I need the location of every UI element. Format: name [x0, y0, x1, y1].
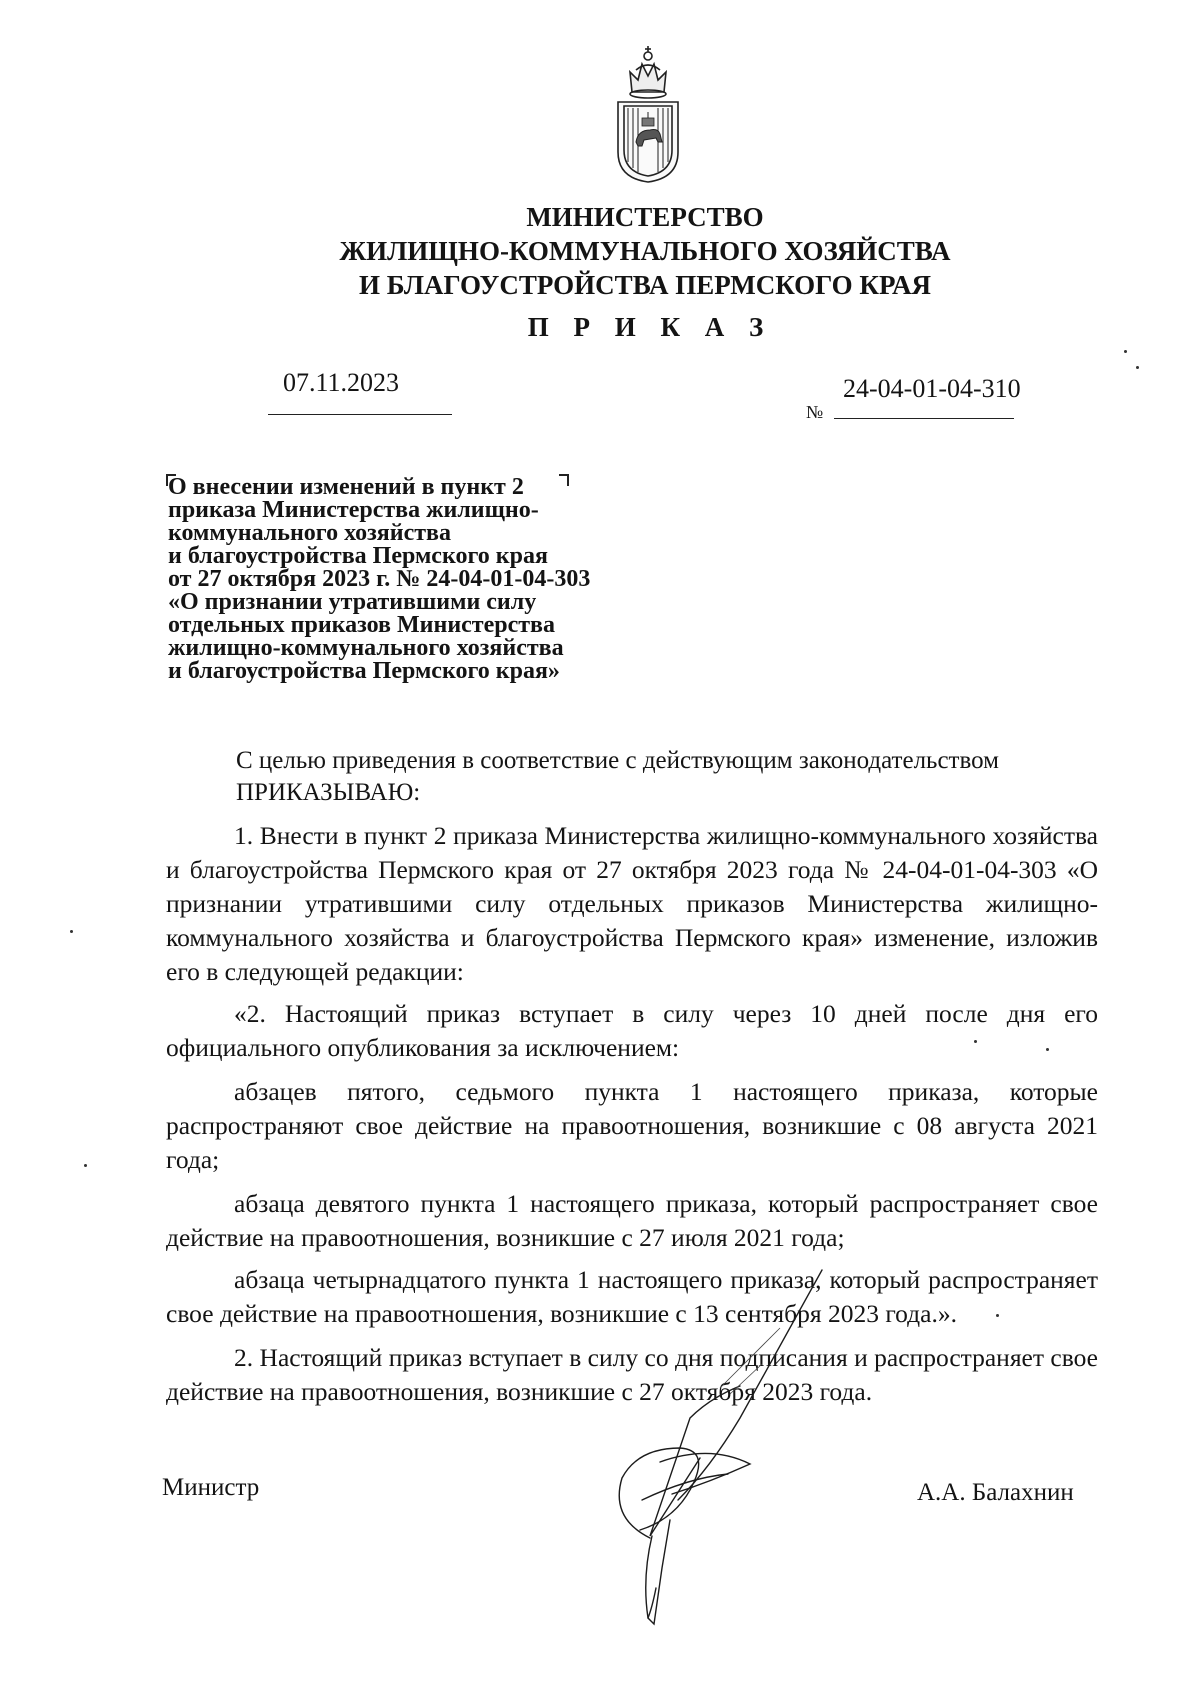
- body-paragraph-2: «2. Настоящий приказ вступает в силу через 10 дней после дня его официального опубликования за исключением:: [166, 999, 1098, 1062]
- subject-line: отдельных приказов Министерства: [168, 612, 555, 638]
- subject-line: жилищно-коммунального хозяйства: [168, 635, 564, 661]
- subject-line: от 27 октября 2023 г. № 24-04-01-04-303: [168, 566, 591, 592]
- intro-sentence: С целью приведения в соответствие с действующим законодательством: [236, 747, 999, 774]
- number-sign: №: [806, 402, 824, 422]
- scan-speck: [996, 1314, 999, 1317]
- scan-speck: [1046, 1048, 1049, 1051]
- ministry-line-1: МИНИСТЕРСТВО: [526, 202, 764, 232]
- body-paragraph-4: абзаца девятого пункта 1 настоящего приказа, который распространяет свое действие на правоотношения, возникшие с 27 июля 2021 года;: [166, 1189, 1098, 1252]
- signatory-name: А.А. Балахнин: [917, 1479, 1074, 1506]
- subject-line: коммунального хозяйства: [168, 520, 452, 546]
- scan-speck: [84, 1164, 87, 1167]
- document-subject: [168, 476, 688, 683]
- scan-speck: [1124, 350, 1127, 353]
- document-number: 24-04-01-04-310: [843, 374, 1021, 403]
- ministry-name: [280, 200, 1010, 302]
- document-type-title: П Р И К А З: [527, 312, 773, 342]
- body-paragraph-1: 1. Внести в пункт 2 приказа Министерства жилищно-коммунального хозяйства и благоустройства Пермского края от 27 октября 2023 года № 24-04-01-04-303 «О признании утратившими силу отдельных приказов Министерства жилищно-коммунального хозяйства и благоустройства Пермского края» изменение, изложив его в следующей редакции:: [166, 821, 1098, 986]
- subject-line: и благоустройства Пермского края: [168, 543, 548, 569]
- number-underline: [834, 418, 1014, 419]
- handwritten-signature: [590, 1268, 890, 1628]
- scan-speck: [1136, 366, 1139, 369]
- ministry-line-2: ЖИЛИЩНО-КОММУНАЛЬНОГО ХОЗЯЙСТВА: [339, 236, 951, 266]
- scan-speck: [70, 930, 73, 933]
- ministry-line-3: И БЛАГОУСТРОЙСТВА ПЕРМСКОГО КРАЯ: [358, 270, 931, 300]
- date-underline: [268, 414, 452, 415]
- coat-of-arms-icon: [612, 42, 684, 184]
- body-paragraph-3: абзацев пятого, седьмого пункта 1 настоящего приказа, которые распространяют свое действие на правоотношения, возникшие с 08 августа 2021 года;: [166, 1077, 1098, 1174]
- subject-line: приказа Министерства жилищно-: [168, 497, 539, 523]
- subject-line: «О признании утратившими силу: [168, 589, 537, 615]
- subject-line: О внесении изменений в пункт 2: [168, 474, 524, 500]
- document-date: 07.11.2023: [283, 368, 400, 397]
- body-paragraph-5: абзаца четырнадцатого пункта 1 настоящего приказа, который распространяет свое действие на правоотношения, возникшие с 13 сентября 2023 года.».: [166, 1265, 1098, 1328]
- body-paragraph-6: 2. Настоящий приказ вступает в силу со дня подписания и распространяет свое действие на правоотношения, возникшие с 27 октября 2023 года.: [166, 1343, 1098, 1406]
- order-word: ПРИКАЗЫВАЮ:: [236, 779, 421, 806]
- signatory-title: Министр: [162, 1474, 260, 1501]
- scan-speck: [974, 1040, 977, 1043]
- body-intro: [236, 745, 999, 809]
- subject-line: и благоустройства Пермского края»: [168, 658, 560, 684]
